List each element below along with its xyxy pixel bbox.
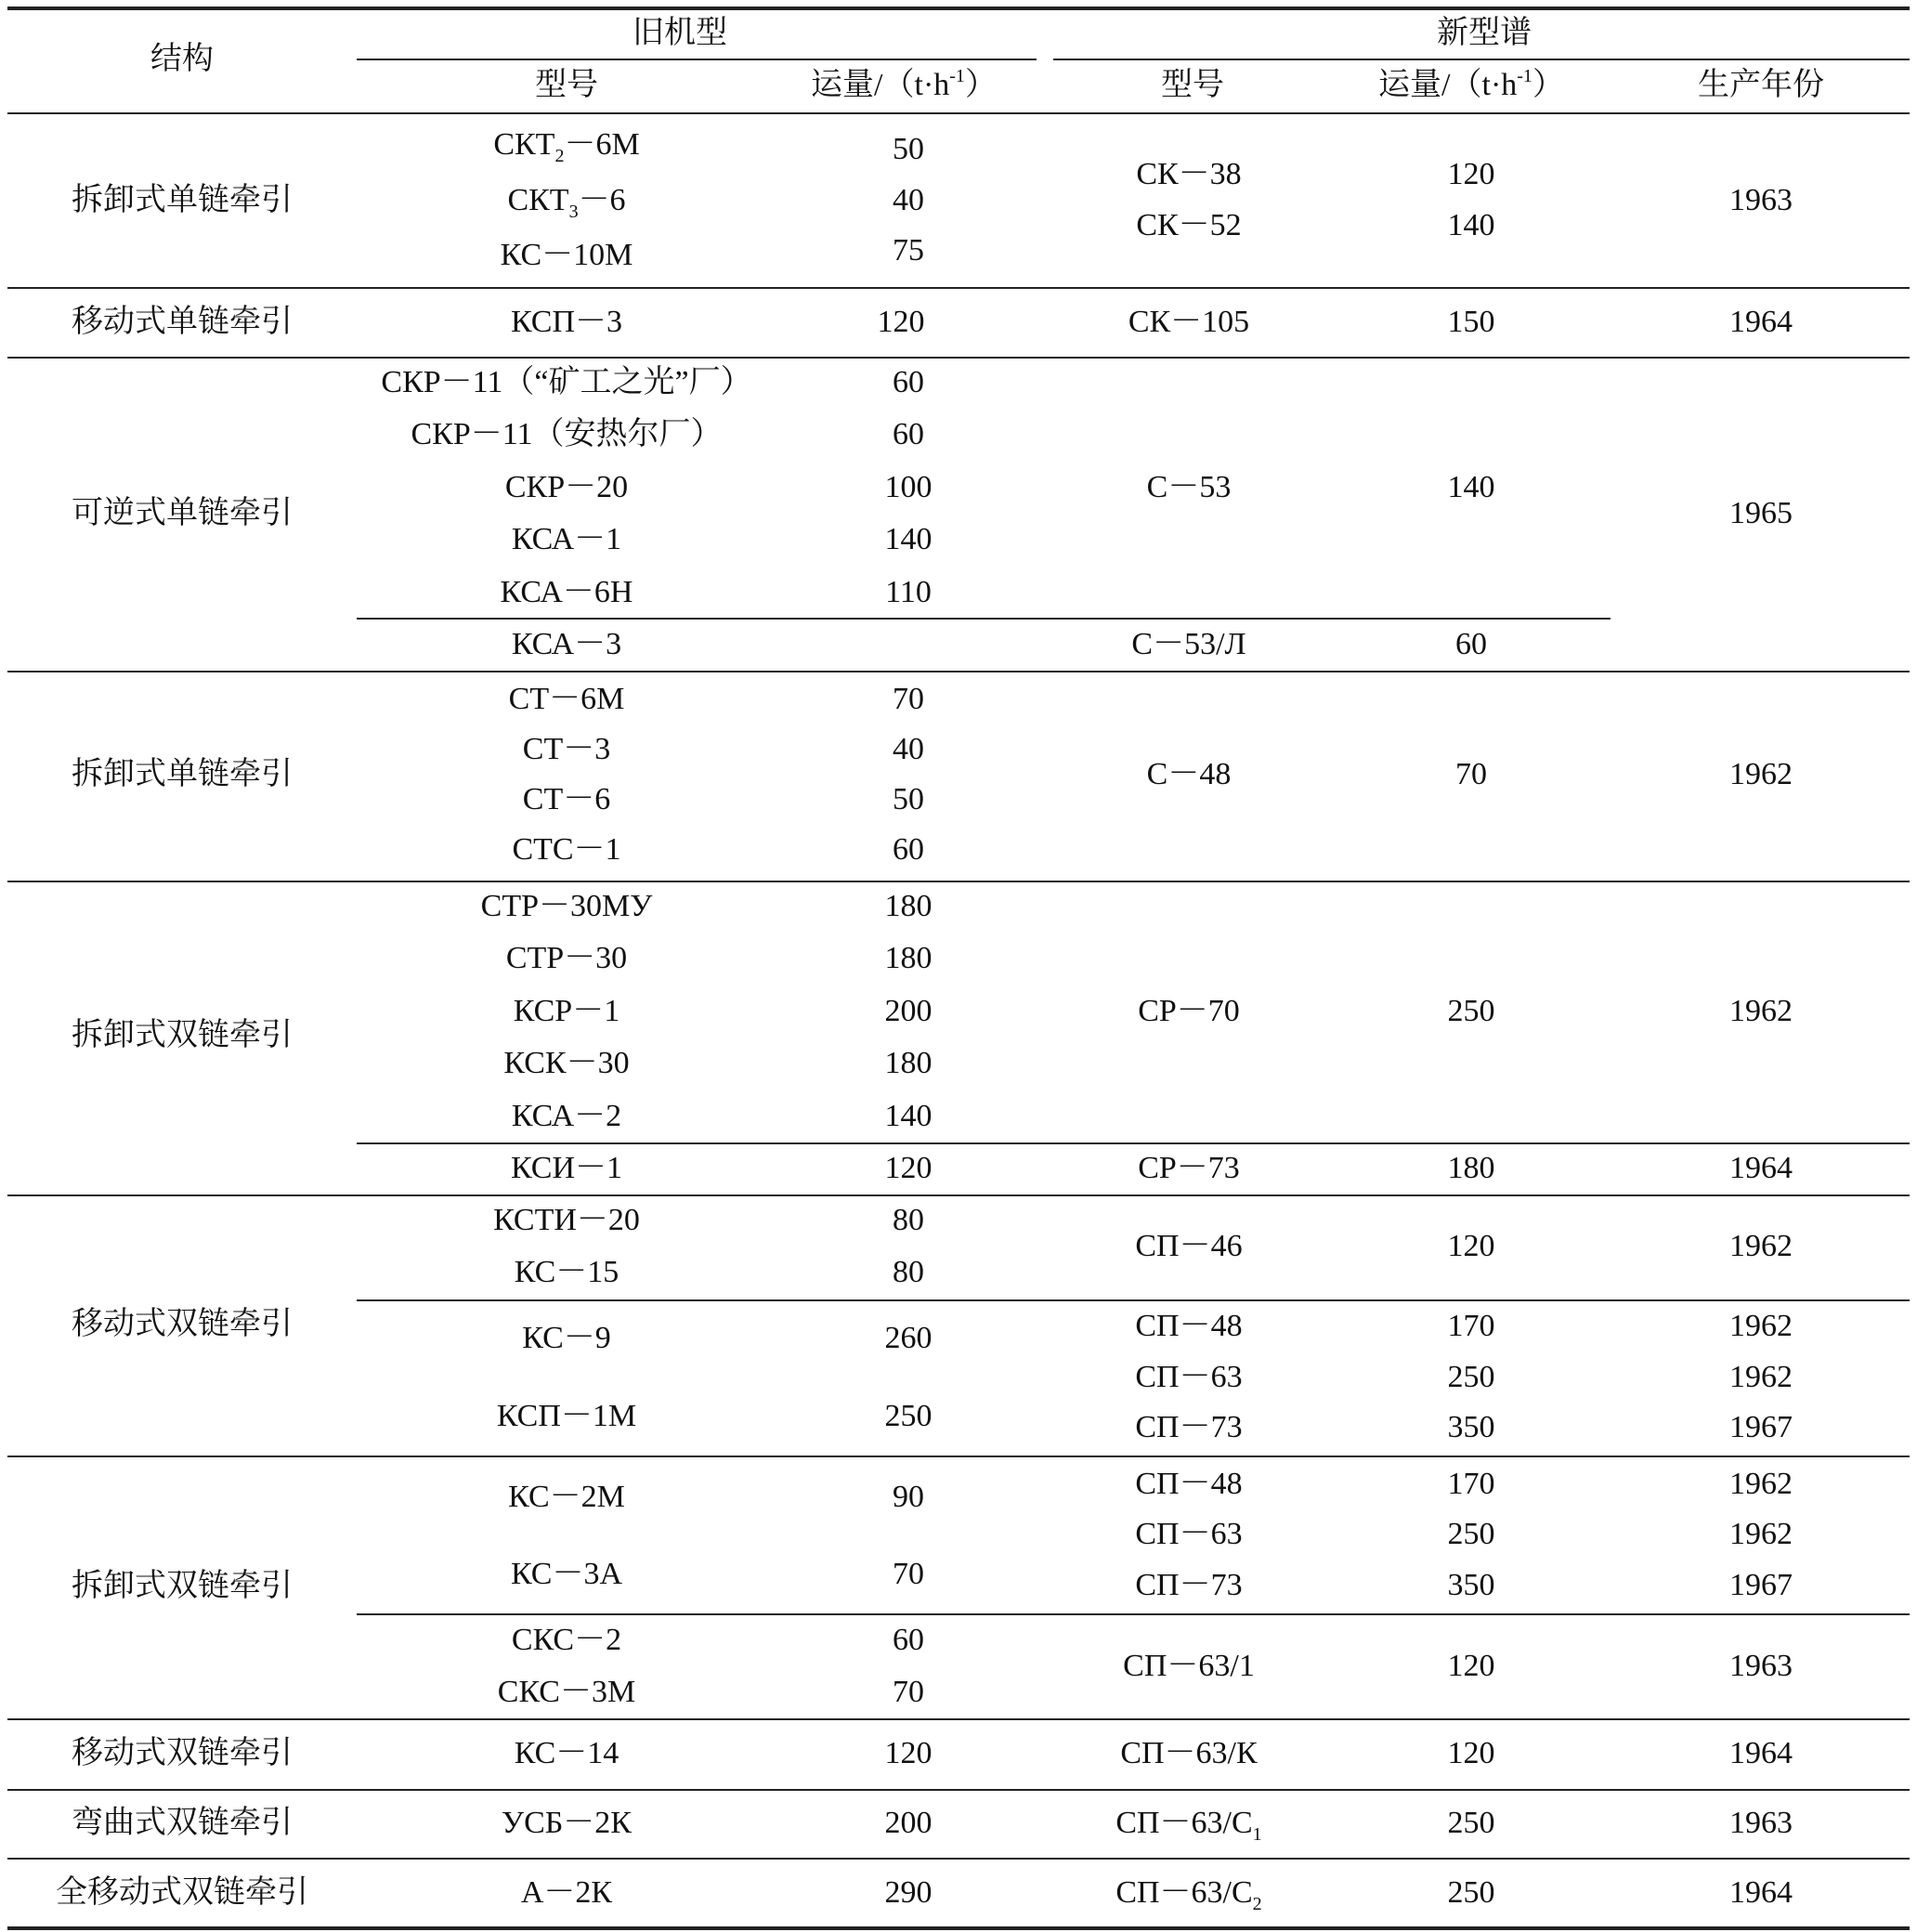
new-capacity-cell: 120 — [1447, 157, 1495, 191]
new-model-cell: СП－73 — [1135, 1568, 1243, 1602]
table-bottom-rule — [7, 1926, 1910, 1930]
new-capacity-cell: 250 — [1447, 1875, 1495, 1910]
year-cell: 1963 — [1729, 1649, 1793, 1683]
sub-row-divider — [357, 1613, 1910, 1615]
old-capacity-cell: 40 — [893, 183, 924, 217]
old-model-cell: КС－10М — [500, 238, 633, 272]
old-capacity-cell: 290 — [884, 1875, 932, 1910]
row-divider — [7, 1718, 1910, 1720]
new-model-cell: СП－48 — [1135, 1467, 1243, 1501]
new-model-cell: СК－52 — [1136, 208, 1242, 242]
old-model-cell: СТР－30 — [505, 941, 628, 975]
old-capacity-cell: 60 — [893, 832, 924, 867]
header-structure: 结构 — [150, 42, 214, 76]
new-capacity-cell: 250 — [1447, 1806, 1495, 1840]
new-model-cell: СП－63/К — [1120, 1736, 1258, 1770]
header-bottom-rule — [7, 112, 1910, 114]
old-model-cell: СКС－2 — [511, 1623, 622, 1657]
new-model-cell: СК－105 — [1128, 305, 1250, 339]
year-cell: 1965 — [1729, 496, 1793, 530]
old-model-cell: КСА－1 — [511, 522, 622, 556]
row-divider — [7, 881, 1910, 882]
old-model-cell: $СКТ_2-6М$ — [493, 127, 640, 166]
old-model-cell: КСА－6Н — [500, 575, 633, 609]
old-model-cell: $СКТ_3-6$ — [507, 183, 626, 222]
year-cell: 1964 — [1729, 1736, 1793, 1770]
sub-row-divider — [357, 1142, 1910, 1144]
structure-cell: 移动式双链牵引 — [72, 1736, 293, 1770]
header-new-group: 新型谱 — [1437, 16, 1532, 50]
new-capacity-cell: 250 — [1447, 1360, 1495, 1394]
row-divider — [7, 1194, 1910, 1196]
old-model-cell: КСИ－1 — [510, 1151, 623, 1185]
old-capacity-cell: 50 — [893, 132, 924, 166]
old-model-cell: СТС－1 — [512, 832, 621, 867]
year-cell: 1962 — [1729, 1467, 1793, 1501]
old-group-rule — [357, 59, 1037, 60]
new-capacity-cell: 140 — [1447, 208, 1495, 242]
row-divider — [7, 1858, 1910, 1860]
structure-cell: 拆卸式单链牵引 — [72, 757, 293, 791]
structure-cell: 可逆式单链牵引 — [72, 496, 293, 530]
old-model-cell: СКР－20 — [504, 470, 629, 504]
old-capacity-cell: 70 — [893, 1675, 924, 1709]
new-capacity-cell: 250 — [1447, 994, 1495, 1028]
old-capacity-cell: 140 — [884, 1099, 932, 1133]
year-cell: 1962 — [1729, 994, 1793, 1028]
old-model-cell: КСА－2 — [511, 1099, 622, 1133]
old-model-cell: А－2К — [520, 1875, 613, 1910]
old-capacity-cell: 80 — [893, 1255, 924, 1289]
old-model-cell: КСК－30 — [503, 1046, 630, 1080]
year-cell: 1964 — [1729, 1151, 1793, 1185]
row-divider — [7, 1456, 1910, 1457]
old-model-cell: КС－15 — [514, 1255, 619, 1289]
new-model-cell: СП－73 — [1135, 1410, 1243, 1444]
old-capacity-cell: 60 — [893, 365, 924, 399]
structure-cell: 拆卸式双链牵引 — [72, 1569, 293, 1603]
new-model-cell: С－53 — [1146, 470, 1232, 504]
year-cell: 1962 — [1729, 1229, 1793, 1263]
old-capacity-cell: 260 — [884, 1321, 932, 1355]
old-capacity-cell: 90 — [893, 1480, 924, 1514]
year-cell: 1963 — [1729, 1806, 1793, 1840]
new-capacity-cell: 150 — [1447, 305, 1495, 339]
old-model-cell: СТ－6М — [508, 682, 625, 716]
old-capacity-cell: 180 — [884, 889, 932, 923]
old-model-cell: СКР－11（安热尔厂） — [411, 417, 723, 451]
old-capacity-cell: 120 — [884, 1736, 932, 1770]
old-model-cell: КС－2М — [508, 1480, 625, 1514]
header-old-group: 旧机型 — [632, 16, 727, 50]
new-capacity-cell: 140 — [1447, 470, 1495, 504]
new-capacity-cell: 350 — [1447, 1410, 1495, 1444]
new-capacity-cell: 170 — [1447, 1467, 1495, 1501]
old-capacity-cell: 40 — [893, 732, 924, 766]
header-new-model: 型号 — [1161, 68, 1224, 102]
new-capacity-cell: 120 — [1447, 1649, 1495, 1683]
sub-row-divider — [357, 1299, 1910, 1301]
new-model-cell: $СП-63/С_2$ — [1115, 1875, 1262, 1914]
new-model-cell: СР－70 — [1138, 994, 1240, 1028]
old-capacity-cell: 120 — [877, 305, 925, 339]
old-model-cell: КСТИ－20 — [493, 1203, 640, 1237]
old-model-cell: КСП－1М — [496, 1399, 637, 1433]
old-capacity-cell: 75 — [893, 233, 924, 268]
structure-cell: 弯曲式双链牵引 — [72, 1806, 293, 1840]
new-capacity-cell: 120 — [1447, 1736, 1495, 1770]
structure-cell: 全移动式双链牵引 — [56, 1875, 308, 1910]
new-model-cell: СК－38 — [1136, 157, 1242, 191]
year-cell: 1962 — [1729, 757, 1793, 791]
structure-cell: 拆卸式单链牵引 — [72, 183, 293, 217]
table-top-rule — [7, 7, 1910, 10]
new-capacity-cell: 120 — [1447, 1229, 1495, 1263]
new-capacity-cell: 180 — [1447, 1151, 1495, 1185]
row-divider — [7, 1789, 1910, 1791]
old-model-cell: СКС－3М — [497, 1675, 636, 1709]
year-cell: 1967 — [1729, 1568, 1793, 1602]
old-model-cell: СКР－11（“矿工之光”厂） — [381, 365, 752, 399]
old-capacity-cell: 180 — [884, 1046, 932, 1080]
new-model-cell: СР－73 — [1138, 1151, 1240, 1185]
new-model-cell: С－53/Л — [1131, 627, 1246, 661]
new-model-cell: СП－63 — [1135, 1360, 1243, 1394]
new-model-cell: $СП-63/С_1$ — [1115, 1806, 1262, 1845]
old-capacity-cell: 180 — [884, 941, 932, 975]
old-capacity-cell: 200 — [884, 1806, 932, 1840]
old-capacity-cell: 50 — [893, 782, 924, 816]
old-model-cell: КСА－3 — [511, 627, 622, 661]
old-model-cell: УСБ－2К — [502, 1806, 632, 1840]
new-model-cell: СП－46 — [1135, 1229, 1243, 1263]
old-capacity-cell: 70 — [893, 1557, 924, 1591]
header-year: 生产年份 — [1698, 68, 1824, 102]
row-divider — [7, 357, 1910, 359]
old-model-cell: КС－14 — [514, 1736, 619, 1770]
year-cell: 1964 — [1729, 1875, 1793, 1910]
new-model-cell: СП－63/1 — [1123, 1649, 1255, 1683]
structure-cell: 拆卸式双链牵引 — [72, 1018, 293, 1052]
old-capacity-cell: 70 — [893, 682, 924, 716]
old-capacity-cell: 80 — [893, 1203, 924, 1237]
old-model-cell: СТР－30МУ — [480, 889, 653, 923]
old-capacity-cell: 140 — [884, 522, 932, 556]
old-capacity-cell: 250 — [884, 1399, 932, 1433]
new-capacity-cell: 250 — [1447, 1517, 1495, 1551]
new-capacity-cell: 60 — [1455, 627, 1487, 661]
sub-row-divider — [357, 618, 1611, 620]
new-capacity-cell: 70 — [1455, 757, 1487, 791]
structure-cell: 移动式双链牵引 — [72, 1307, 293, 1341]
new-model-cell: С－48 — [1146, 757, 1232, 791]
row-divider — [7, 287, 1910, 289]
old-model-cell: КС－9 — [522, 1321, 611, 1355]
old-model-cell: КС－3А — [510, 1557, 623, 1591]
year-cell: 1962 — [1729, 1360, 1793, 1394]
old-model-cell: КСР－1 — [513, 994, 620, 1028]
new-capacity-cell: 170 — [1447, 1309, 1495, 1343]
new-capacity-cell: 350 — [1447, 1568, 1495, 1602]
structure-cell: 移动式单链牵引 — [72, 305, 293, 339]
header-new-capacity: 运量$/(t\cdot h^{-1})$ — [1378, 66, 1564, 102]
header-old-model: 型号 — [535, 68, 598, 102]
old-capacity-cell: 100 — [884, 470, 932, 504]
old-capacity-cell: 200 — [884, 994, 932, 1028]
year-cell: 1962 — [1729, 1517, 1793, 1551]
year-cell: 1964 — [1729, 305, 1793, 339]
year-cell: 1963 — [1729, 183, 1793, 217]
old-model-cell: СТ－6 — [522, 782, 611, 816]
year-cell: 1967 — [1729, 1410, 1793, 1444]
old-model-cell: СТ－3 — [522, 732, 611, 766]
new-model-cell: СП－48 — [1135, 1309, 1243, 1343]
old-capacity-cell: 120 — [884, 1151, 932, 1185]
old-capacity-cell: 110 — [885, 575, 932, 609]
new-group-rule — [1053, 59, 1910, 60]
header-old-capacity: 运量$/(t\cdot h^{-1})$ — [811, 66, 997, 102]
old-capacity-cell: 60 — [893, 417, 924, 451]
old-capacity-cell: 60 — [893, 1623, 924, 1657]
row-divider — [7, 671, 1910, 672]
year-cell: 1962 — [1729, 1309, 1793, 1343]
new-model-cell: СП－63 — [1135, 1517, 1243, 1551]
old-model-cell: КСП－3 — [510, 305, 623, 339]
